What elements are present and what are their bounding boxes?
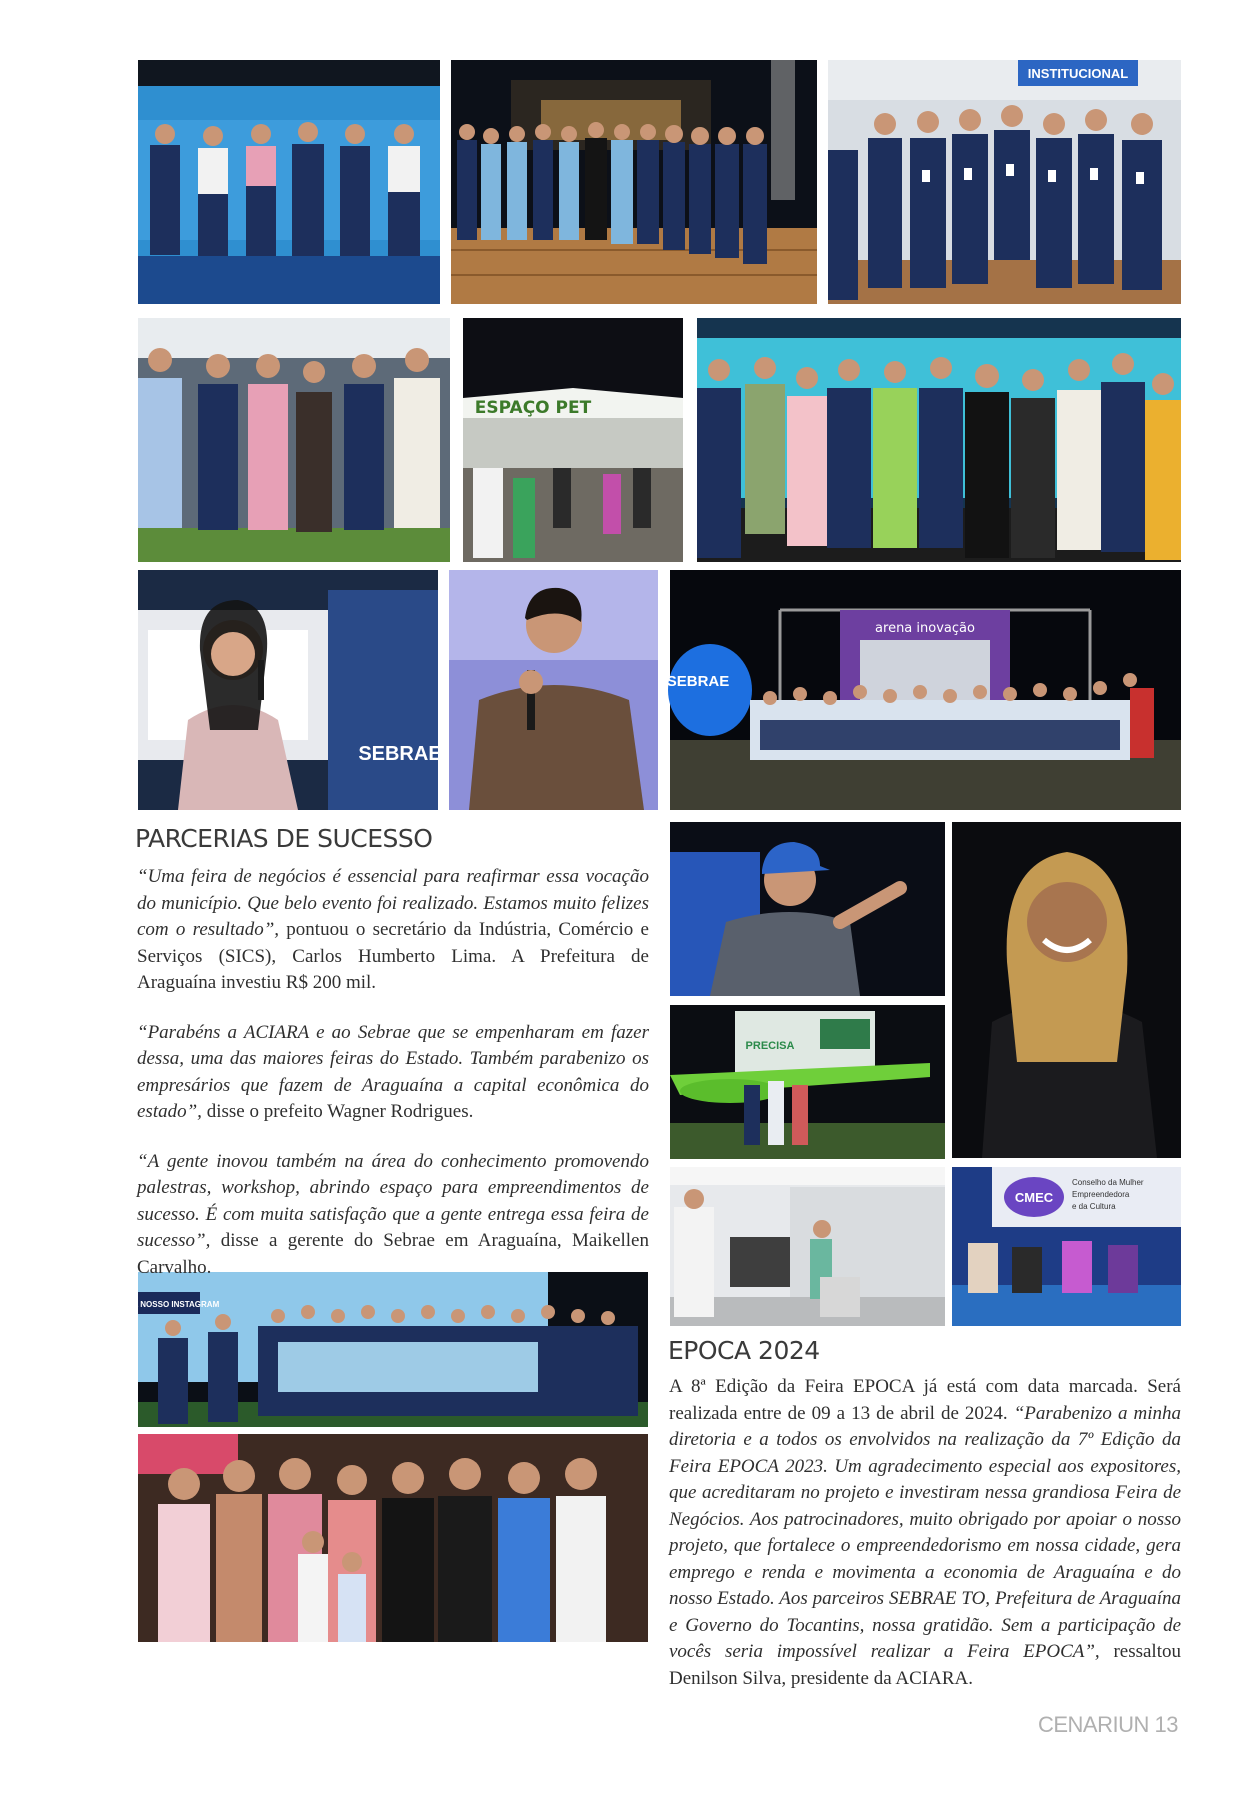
photo-arena-inovacao-students — [666, 570, 1181, 810]
photo-authorities-image — [138, 60, 440, 304]
photo-cmec-panel — [952, 1167, 1181, 1326]
paragraph-secretary — [137, 864, 649, 997]
espaco-pet-sign-text: ESPAÇO PET — [474, 398, 592, 418]
photo-arena-image — [666, 570, 1181, 810]
paragraph-mayor — [137, 1020, 649, 1126]
photo-speaker-brown-image — [449, 570, 658, 810]
cmec-logo-text: CMEC — [1014, 1190, 1054, 1205]
photo-agricultural-plane — [670, 1005, 945, 1159]
institutional-sign-text: INSTITUCIONAL — [1027, 66, 1129, 81]
precisa-sign-text: PRECISA — [745, 1040, 795, 1052]
magazine-name: CENARIUN — [1037, 1712, 1149, 1737]
paragraph-epoca — [669, 1374, 1181, 1692]
sebrae-balloon-text: SEBRAE — [666, 673, 730, 690]
arena-sign-text: arena inovação — [875, 621, 975, 636]
article-body-parcerias — [137, 864, 649, 1304]
sebrae-sign-text: SEBRAE — [358, 743, 442, 765]
epoca-lead: A 8ª Edição da Feira EPOCA já está com data marcada. Será realizada entre de 09 a 13 de abril de 2024. — [669, 1376, 1181, 1424]
photo-speaker-black-dress-image — [952, 822, 1181, 1158]
photo-speaker-brown-shirt — [449, 570, 658, 810]
photo-espaco-pet — [463, 318, 683, 562]
photo-plane-image — [670, 1005, 945, 1159]
photo-espaco-pet-image — [463, 318, 683, 562]
article-body-epoca — [669, 1374, 1181, 1715]
page-number: 13 — [1154, 1712, 1178, 1737]
photo-services-image — [670, 1167, 945, 1326]
photo-institutional-stand — [828, 60, 1181, 304]
quote-sebrae-manager: “A gente inovou também na área do conhecimento promovendo palestras, workshop, abrindo espaço para empreendimentos de sucesso. É com muita satisfação que a gente entrega essa feira de sucesso”, — [137, 1150, 649, 1251]
photo-tent-image — [138, 318, 450, 562]
page-folio — [1038, 1712, 1178, 1738]
cmec-panel-caption: Conselho da Mulher — [1072, 1178, 1144, 1187]
cmec-panel-caption-3: e da Cultura — [1072, 1202, 1116, 1211]
photo-institutional-image — [828, 60, 1181, 304]
cmec-panel-caption-2: Empreendedora — [1072, 1190, 1130, 1199]
quote-mayor: “Parabéns a ACIARA e ao Sebrae que se empenharam em fazer dessa, uma das maiores feiras do Estado. Também parabenizo os empresários que fazem de Araguaína a capital econômica do estado”, — [137, 1021, 649, 1122]
paragraph-sebrae-manager — [137, 1149, 649, 1282]
section-heading-epoca-2024: EPOCA 2024 — [668, 1336, 820, 1365]
photo-speaker-cap — [670, 822, 945, 996]
quote-secretary: “Uma feira de negócios é essencial para reafirmar essa vocação do município. Que belo evento foi realizado. Estamos muito felizes com o resultado”, — [137, 866, 649, 940]
photo-authorities-led-panel — [138, 60, 440, 304]
photo-cmec-image — [952, 1167, 1181, 1326]
attribution-president: ressaltou Denilson Silva, presidente da ACIARA. — [669, 1641, 1181, 1689]
photo-speaker-woman-sebrae — [138, 570, 442, 810]
quote-president: “Parabenizo a minha diretoria e a todos os envolvidos na realização da 7º Edição da Feira EPOCA 2023. Um agradecimento especial aos expositores, que acreditaram no projeto e investiram nessa grandiosa Feira de Negócios. Aos patrocinadores, muito obrigado por apoiar o nosso projeto, que fortalece o empreendedorismo em nossa cidade, gera emprego e renda e movimenta a economia de Araguaína e do nosso Estado. Aos parceiros SEBRAE TO, Prefeitura de Araguaína e Governo do Tocantins, nossa gratidão. Sem a participação de vocês seria impossível realizar a Feira EPOCA”, — [669, 1402, 1181, 1662]
photo-group-with-children — [138, 1434, 648, 1642]
photo-authorities-tent — [138, 318, 450, 562]
photo-speaker-cap-image — [670, 822, 945, 996]
instagram-sign-text: SIGA NOSSO INSTAGRAM — [118, 1300, 220, 1309]
attribution-mayor: disse o prefeito Wagner Rodrigues. — [201, 1101, 474, 1122]
photo-night-deck-image — [451, 60, 817, 304]
photo-services-room — [670, 1167, 945, 1326]
photo-night-deck-group — [451, 60, 817, 304]
section-heading-parcerias: PARCERIAS DE SUCESSO — [135, 824, 433, 853]
photo-speaker-woman-image — [138, 570, 442, 810]
photo-group-led-panel — [697, 318, 1181, 562]
photo-children-image — [138, 1434, 648, 1642]
photo-speaker-woman-black-dress — [952, 822, 1181, 1158]
attribution-secretary: pontuou o secretário da Indústria, Comércio e Serviços (SICS), Carlos Humberto Lima. A Prefeitura de Araguaína investiu R$ 200 mil. — [137, 919, 649, 993]
attribution-sebrae-manager: disse a gerente do Sebrae em Araguaína, Maikellen Carvalho. — [137, 1230, 649, 1278]
photo-group-led-image — [697, 318, 1181, 562]
